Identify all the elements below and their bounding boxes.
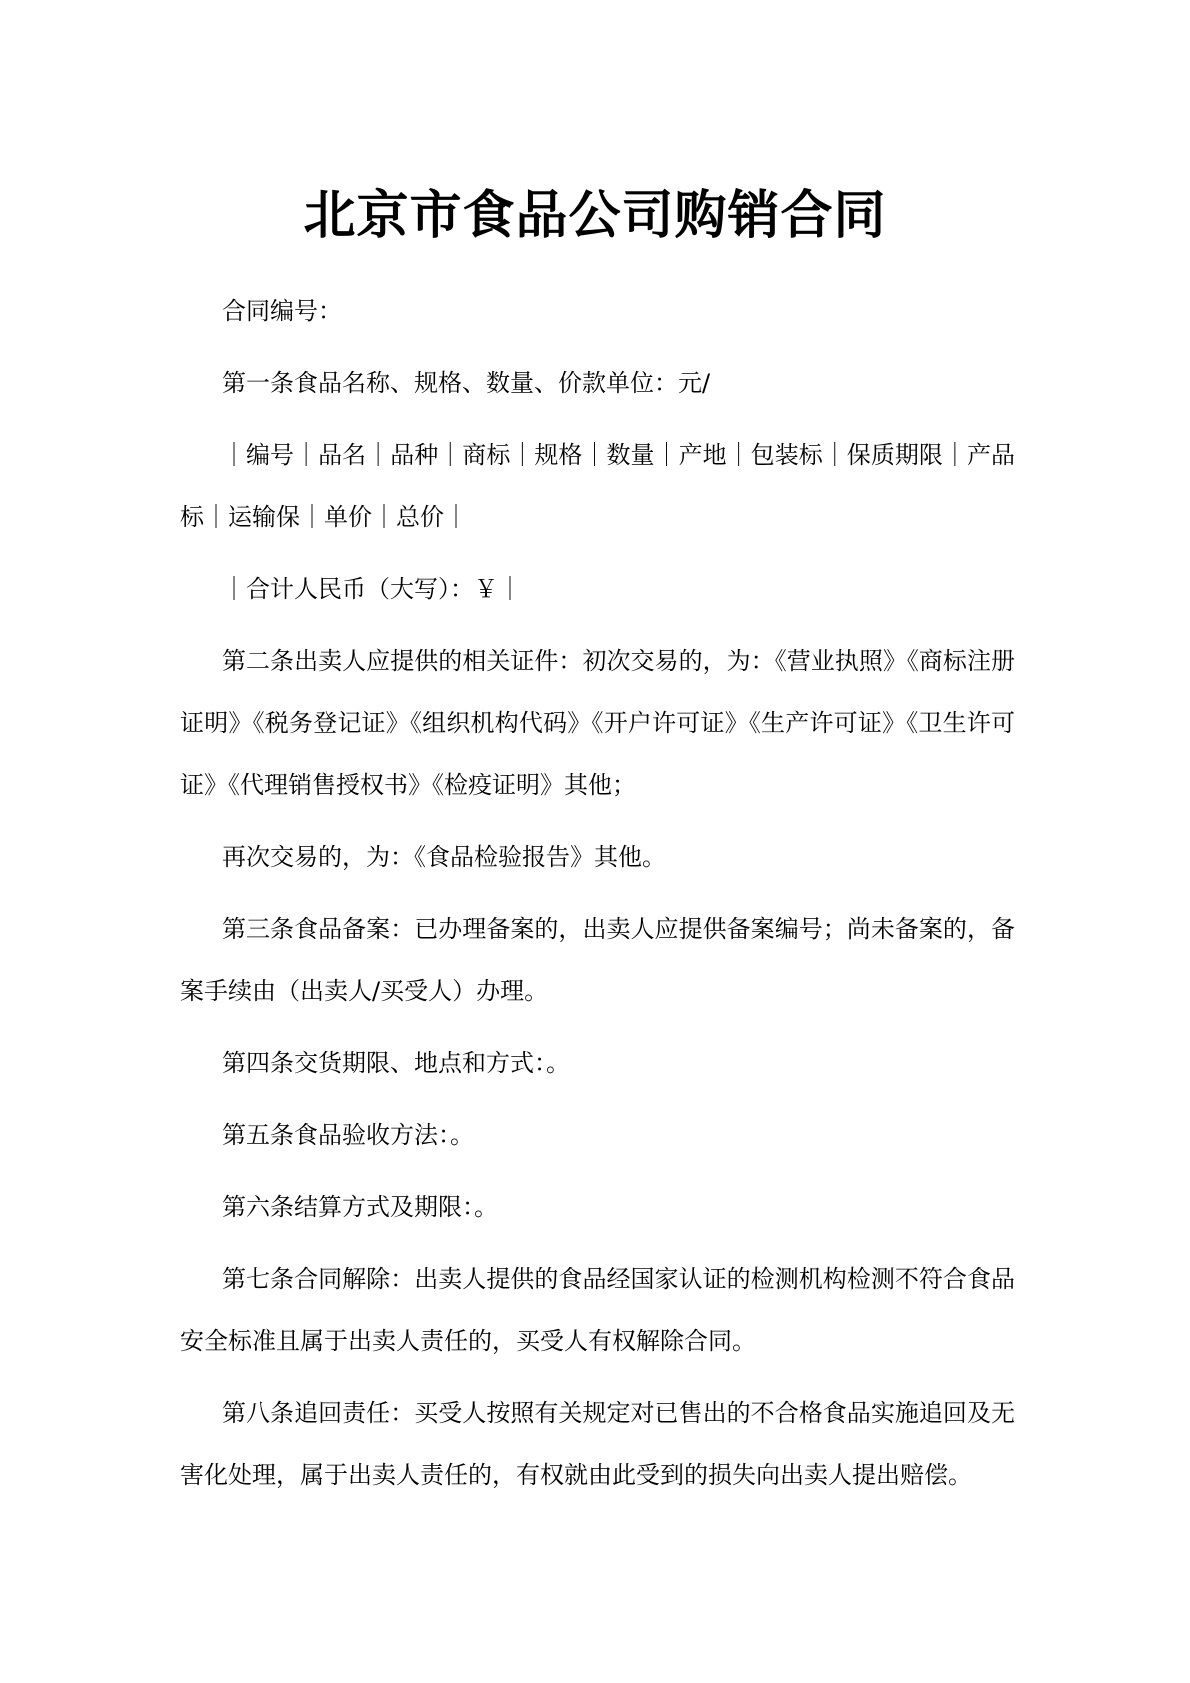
article-7: 第七条合同解除：出卖人提供的食品经国家认证的检测机构检测不符合食品安全标准且属于出卖人责任的，买受人有权解除合同。 bbox=[180, 1265, 1015, 1355]
table-total-line: ｜合计人民币（大写）：￥｜ bbox=[222, 575, 522, 603]
table-header-line: ｜编号｜品名｜品种｜商标｜规格｜数量｜产地｜包装标｜保质期限｜产品标｜运输保｜单价｜总价｜ bbox=[180, 441, 1015, 531]
article-6: 第六条结算方式及期限：。 bbox=[222, 1193, 498, 1221]
article-4: 第四条交货期限、地点和方式：。 bbox=[222, 1049, 570, 1077]
article-2: 第二条出卖人应提供的相关证件：初次交易的，为：《营业执照》《商标注册证明》《税务登记证》《组织机构代码》《开户许可证》《生产许可证》《卫生许可证》《代理销售授权书》《检疫证明》其他； bbox=[180, 647, 1015, 799]
article-5: 第五条食品验收方法：。 bbox=[222, 1121, 474, 1149]
article-8: 第八条追回责任：买受人按照有关规定对已售出的不合格食品实施追回及无害化处理，属于出卖人责任的，有权就由此受到的损失向出卖人提出赔偿。 bbox=[180, 1399, 1015, 1489]
document-body bbox=[180, 280, 1015, 1516]
article-2-continued: 再次交易的，为：《食品检验报告》其他。 bbox=[222, 843, 666, 871]
article-1: 第一条食品名称、规格、数量、价款单位：元/ bbox=[222, 369, 711, 397]
article-3: 第三条食品备案：已办理备案的，出卖人应提供备案编号；尚未备案的，备案手续由（出卖人/买受人）办理。 bbox=[180, 915, 1015, 1005]
document-title: 北京市食品公司购销合同 bbox=[303, 186, 887, 246]
contract-number-line: 合同编号： bbox=[222, 297, 342, 325]
